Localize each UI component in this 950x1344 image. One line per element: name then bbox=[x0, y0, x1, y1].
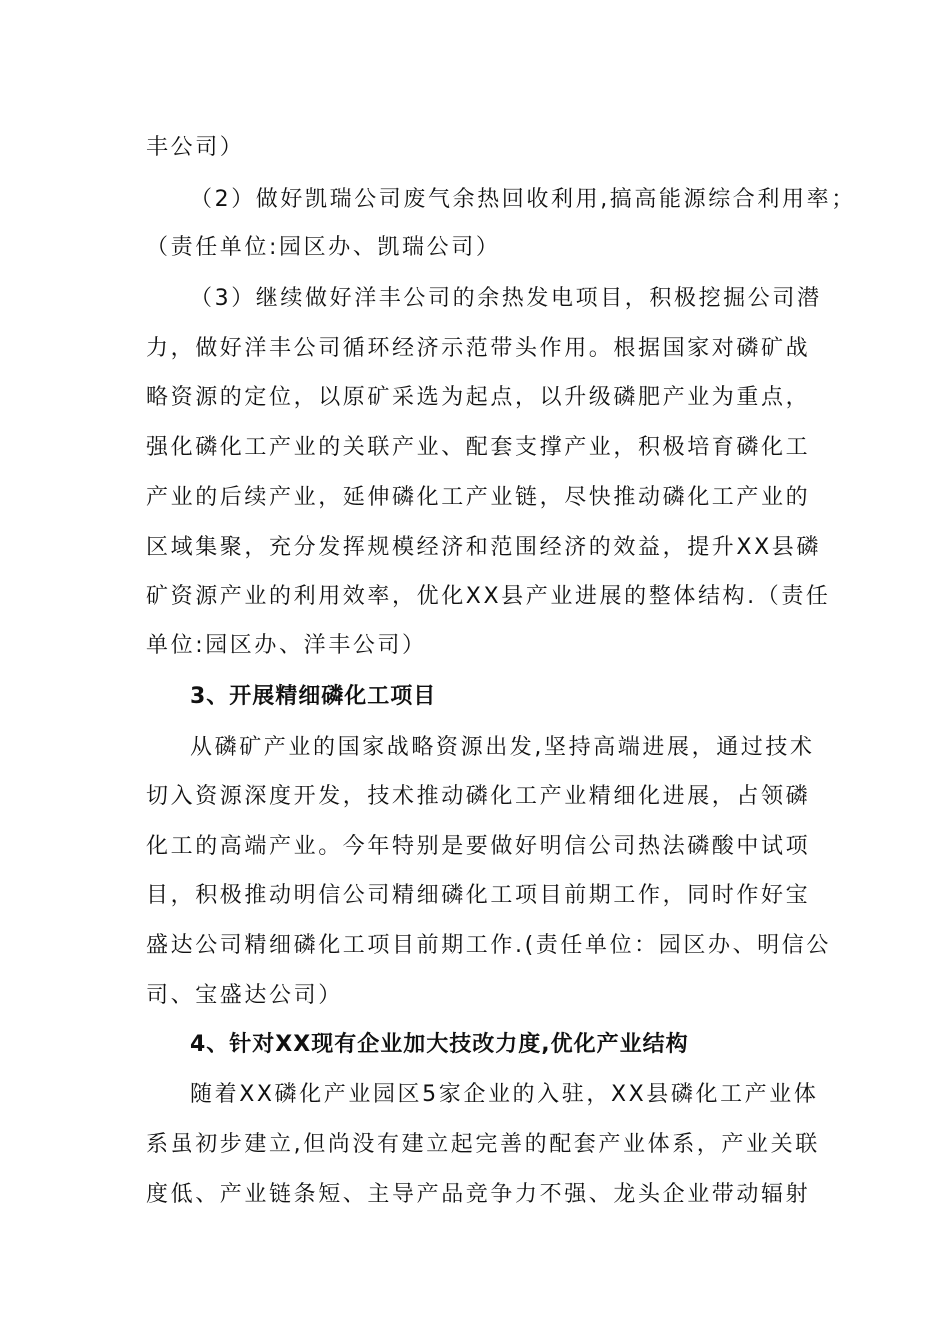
section-heading: 3、开展精细磷化工项目 bbox=[190, 684, 437, 709]
paragraph-line: 切入资源深度开发，技术推动磷化工产业精细化进展，占领磷 bbox=[146, 784, 811, 809]
paragraph-line: 化工的高端产业。今年特别是要做好明信公司热法磷酸中试项 bbox=[146, 834, 811, 859]
paragraph-line: （责任单位:园区办、凯瑞公司） bbox=[146, 235, 501, 260]
section-heading: 4、针对XX现有企业加大技改力度,优化产业结构 bbox=[190, 1032, 689, 1057]
paragraph-line: （2）做好凯瑞公司废气余热回收利用,搞高能源综合利用率； bbox=[190, 187, 856, 212]
paragraph-line: 盛达公司精细磷化工项目前期工作.(责任单位：园区办、明信公 bbox=[146, 933, 831, 958]
paragraph-line: 产业的后续产业，延伸磷化工产业链，尽快推动磷化工产业的 bbox=[146, 485, 811, 510]
paragraph-line: 从磷矿产业的国家战略资源出发,坚持高端进展，通过技术 bbox=[190, 735, 815, 760]
paragraph-line: 随着XX磷化产业园区5家企业的入驻，XX县磷化工产业体 bbox=[190, 1082, 819, 1107]
paragraph-line: （3）继续做好洋丰公司的余热发电项目，积极挖掘公司潜 bbox=[190, 286, 822, 311]
paragraph-line: 司、宝盛达公司） bbox=[146, 983, 343, 1008]
paragraph-line: 矿资源产业的利用效率，优化XX县产业进展的整体结构.（责任 bbox=[146, 584, 831, 609]
paragraph-line: 力，做好洋丰公司循环经济示范带头作用。根据国家对磷矿战 bbox=[146, 336, 811, 361]
paragraph-line: 单位:园区办、洋丰公司） bbox=[146, 633, 427, 658]
paragraph-line: 略资源的定位，以原矿采选为起点，以升级磷肥产业为重点， bbox=[146, 385, 811, 410]
paragraph-line: 度低、产业链条短、主导产品竞争力不强、龙头企业带动辐射 bbox=[146, 1182, 811, 1207]
paragraph-line: 强化磷化工产业的关联产业、配套支撑产业，积极培育磷化工 bbox=[146, 435, 811, 460]
paragraph-line: 系虽初步建立,但尚没有建立起完善的配套产业体系，产业关联 bbox=[146, 1132, 820, 1157]
paragraph-line: 丰公司） bbox=[146, 135, 245, 160]
paragraph-line: 目，积极推动明信公司精细磷化工项目前期工作，同时作好宝 bbox=[146, 883, 811, 908]
paragraph-line: 区域集聚，充分发挥规模经济和范围经济的效益，提升XX县磷 bbox=[146, 535, 821, 560]
